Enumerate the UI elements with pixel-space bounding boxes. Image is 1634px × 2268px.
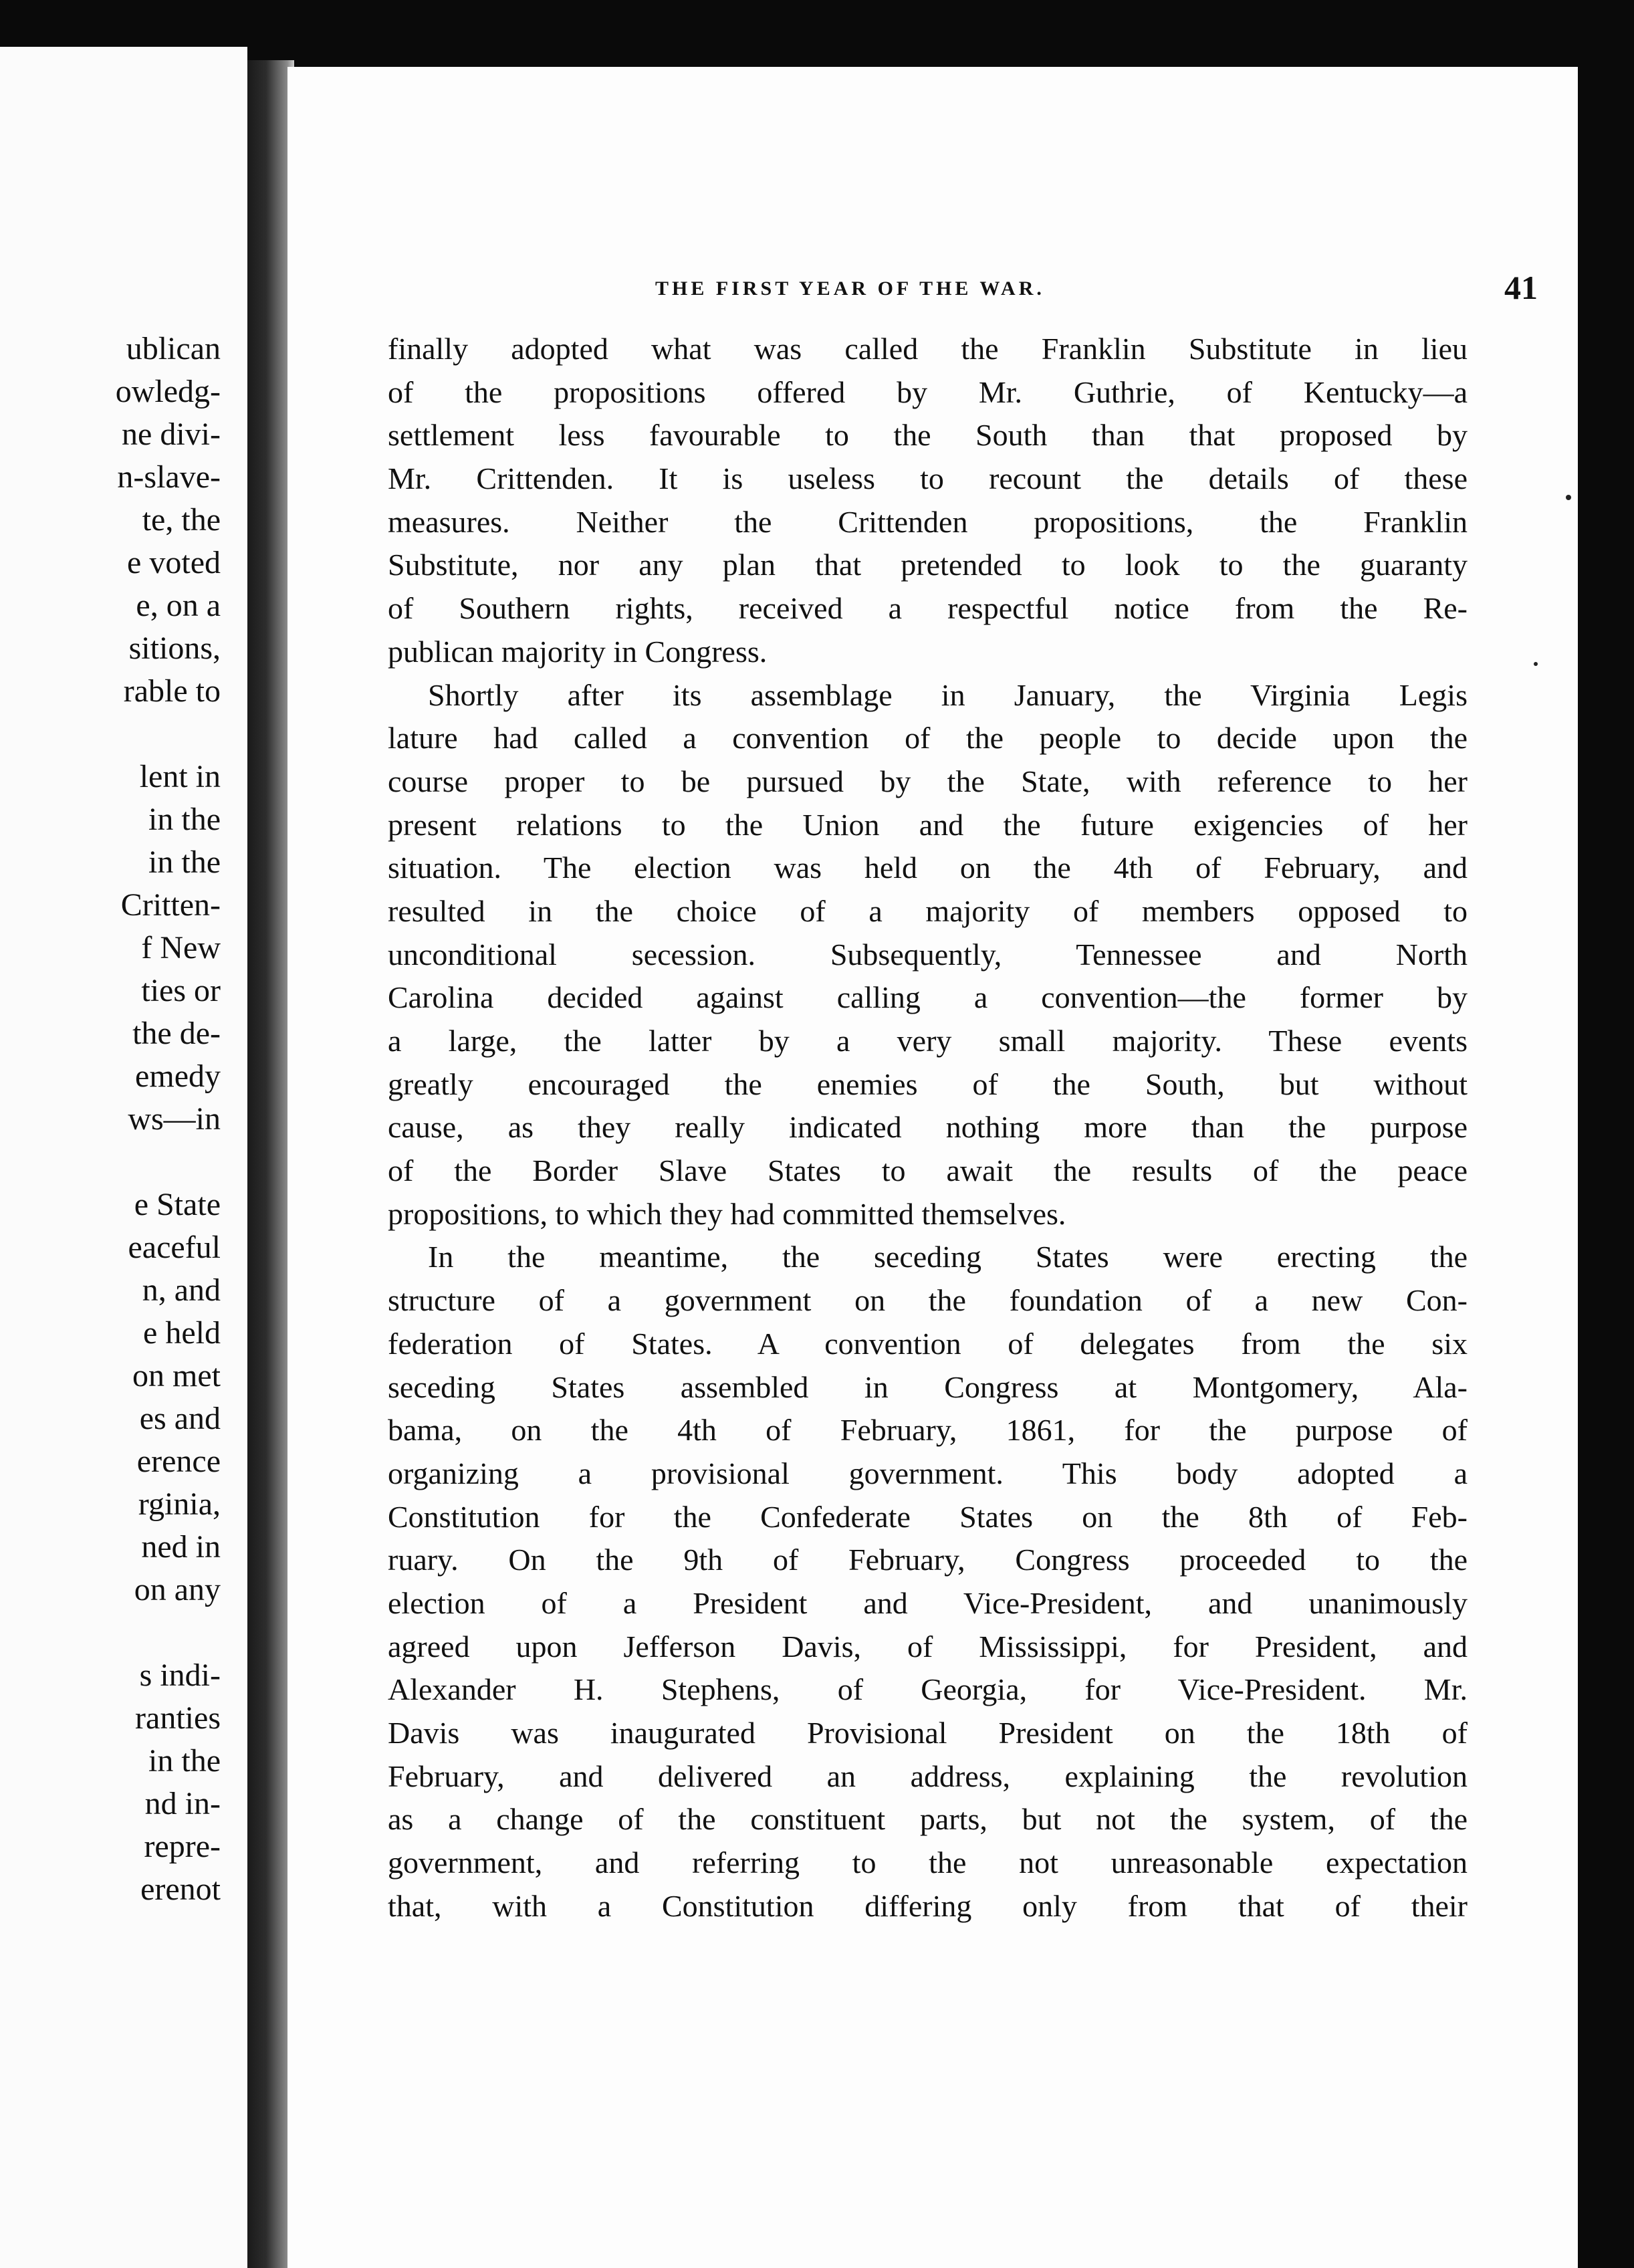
left-page-fragment: erence (136, 1444, 221, 1479)
text-line: resulted in the choice of a majority of members opposed to (388, 893, 1468, 928)
left-page-fragment: ties or (141, 973, 221, 1008)
text-line: In the meantime, the seceding States were erecting the (428, 1240, 1468, 1274)
left-page-fragment: in the (148, 802, 221, 837)
left-page-fragment: n, and (142, 1272, 221, 1308)
text-line: course proper to be pursued by the State, with reference to her (388, 764, 1468, 798)
running-title: THE FIRST YEAR OF THE WAR. (655, 277, 1045, 300)
text-line: Constitution for the Confederate States on the 8th of Feb- (388, 1499, 1468, 1534)
text-line: a large, the latter by a very small majority. These events (388, 1024, 1468, 1058)
left-page-fragment: sitions, (128, 631, 221, 666)
left-page-fragment: emedy (135, 1058, 221, 1094)
left-page-fragment: in the (148, 1743, 221, 1779)
text-line: of the propositions offered by Mr. Guthrie, of Kentucky—a (388, 374, 1468, 409)
text-line: Mr. Crittenden. It is useless to recount the details of these (388, 461, 1468, 496)
left-page-fragment: rginia, (138, 1486, 221, 1522)
body-text (388, 328, 1468, 1928)
text-line: seceding States assembled in Congress at Montgomery, Ala- (388, 1369, 1468, 1404)
text-line: bama, on the 4th of February, 1861, for the purpose of (388, 1413, 1468, 1448)
text-line: organizing a provisional government. This body adopted a (388, 1456, 1468, 1490)
text-line: lature had called a convention of the people to decide upon the (388, 721, 1468, 756)
text-line: Substitute, nor any plan that pretended to look to the guaranty (388, 548, 1468, 582)
left-page-fragment: te, the (142, 502, 221, 538)
text-line: as a change of the constituent parts, but not the system, of the (388, 1802, 1468, 1837)
text-line: of Southern rights, received a respectful notice from the Re- (388, 591, 1468, 626)
left-page-fragment: f New (141, 930, 221, 966)
left-page-fragment: e State (134, 1187, 221, 1222)
left-page-fragment: nd in- (144, 1786, 221, 1821)
left-page-fragment: lent in (139, 759, 221, 794)
left-page (0, 47, 247, 2268)
left-page-fragment: ublican (126, 331, 221, 366)
text-line: finally adopted what was called the Franklin Substitute in lieu (388, 332, 1468, 366)
text-line: agreed upon Jefferson Davis, of Mississippi, for President, and (388, 1629, 1468, 1664)
scan-speck (1566, 495, 1571, 500)
text-line: of the Border Slave States to await the results of the peace (388, 1153, 1468, 1188)
text-line: that, with a Constitution differing only from that of their (388, 1888, 1468, 1923)
text-line: Alexander H. Stephens, of Georgia, for Vice-President. Mr. (388, 1672, 1468, 1707)
left-page-text-fragments (0, 328, 221, 1911)
left-page-fragment: eaceful (128, 1230, 221, 1265)
text-line: publican majority in Congress. (388, 634, 768, 669)
text-line: greatly encouraged the enemies of the South, but without (388, 1066, 1468, 1101)
left-page-fragment: Critten- (120, 887, 221, 923)
left-page-fragment: repre- (144, 1829, 221, 1864)
left-page-fragment: erenot (140, 1872, 221, 1907)
text-line: cause, as they really indicated nothing more than the purpose (388, 1110, 1468, 1145)
text-line: structure of a government on the foundation of a new Con- (388, 1283, 1468, 1318)
left-page-fragment: owledg- (115, 374, 221, 409)
left-page-fragment: n-slave- (117, 459, 221, 495)
text-line: Carolina decided against calling a convention—the former by (388, 980, 1468, 1015)
left-page-fragment: e voted (127, 545, 221, 580)
scan-speck (1534, 662, 1538, 666)
text-line: Davis was inaugurated Provisional President on the 18th of (388, 1716, 1468, 1750)
left-page-fragment (0, 713, 221, 756)
left-page-fragment: ranties (135, 1700, 221, 1736)
left-page-fragment (0, 1611, 221, 1654)
left-page-fragment: on any (134, 1572, 221, 1607)
text-line: government, and referring to the not unreasonable expectation (388, 1845, 1468, 1880)
text-line: measures. Neither the Crittenden propositions, the Franklin (388, 504, 1468, 539)
left-page-fragment: e held (143, 1315, 221, 1351)
text-line: situation. The election was held on the 4th of February, and (388, 850, 1468, 885)
left-page-fragment: the de- (132, 1016, 221, 1051)
text-line: unconditional secession. Subsequently, Tennessee and North (388, 937, 1468, 972)
text-line: present relations to the Union and the future exigencies of her (388, 807, 1468, 842)
text-line: federation of States. A convention of delegates from the six (388, 1326, 1468, 1361)
text-line: ruary. On the 9th of February, Congress proceeded to the (388, 1543, 1468, 1577)
text-line: settlement less favourable to the South than that proposed by (388, 418, 1468, 453)
left-page-fragment: es and (139, 1401, 221, 1436)
left-page-fragment: ws—in (128, 1101, 221, 1137)
left-page-fragment: in the (148, 844, 221, 880)
left-page-fragment: ne divi- (122, 417, 221, 452)
page-number: 41 (1504, 269, 1538, 306)
left-page-fragment: ned in (141, 1529, 221, 1565)
text-line: Shortly after its assemblage in January, the Virginia Legis (428, 677, 1468, 712)
left-page-fragment: e, on a (136, 588, 221, 623)
left-page-fragment: s indi- (139, 1658, 221, 1693)
text-line: propositions, to which they had committed themselves. (388, 1196, 1066, 1231)
text-line: February, and delivered an address, explaining the revolution (388, 1759, 1468, 1793)
left-page-fragment (0, 1141, 221, 1183)
right-page (287, 67, 1578, 2268)
left-page-fragment: rable to (123, 673, 221, 709)
left-page-fragment: on met (132, 1358, 221, 1393)
text-line: election of a President and Vice-President, and unanimously (388, 1585, 1468, 1620)
